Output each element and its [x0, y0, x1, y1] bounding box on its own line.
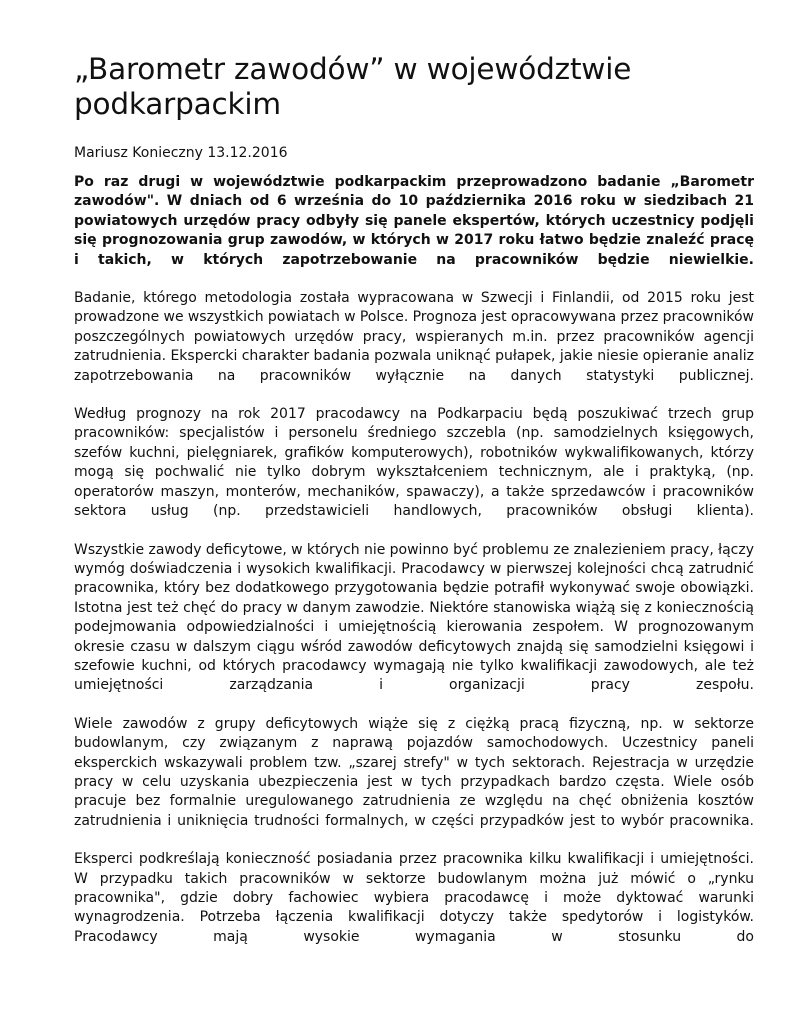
- paragraph: Wiele zawodów z grupy deficytowych wiąże się z ciężką pracą fizyczną, np. w sektorze budowlanym, czy związanym z naprawą pojazdów samochodowych. Uczestnicy paneli eksperckich wskazywali problem tzw. „szarej strefy" w tych sektorach. Rejestracja w urzędzie pracy w celu uzyskania ubezpieczenia jest w tych przypadkach bardzo częsta. Wiele osób pracuje bez formalnie uregulowanego zatrudnienia ze względu na chęć obniżenia kosztów zatrudnienia i uniknięcia trudności formalnych, w części przypadków jest to wybór pracownika.: [74, 715, 754, 829]
- paragraph: Wszystkie zawody deficytowe, w których nie powinno być problemu ze znalezieniem pracy, łączy wymóg doświadczenia i wysokich kwalifikacji. Pracodawcy w pierwszej kolejności chcą zatrudnić pracownika, który bez dodatkowego przygotowania będzie potrafił wykonywać swoje obowiązki. Istotna jest też chęć do pracy w danym zawodzie. Niektóre stanowiska wiążą się z koniecznością podejmowania odpowiedzialności i umiejętnością kierowania zespołem. W prognozowanym okresie czasu w dalszym ciągu wśród zawodów deficytowych znajdą się samodzielni księgowi i szefowie kuchni, od których pracodawcy wymagają nie tylko kwalifikacji zawodowych, ale też umiejętności zarządzania i organizacji pracy zespołu.: [74, 541, 754, 694]
- article-lead: Po raz drugi w województwie podkarpackim przeprowadzono badanie „Barometr zawodów". W dniach od 6 września do 10 października 2016 roku w siedzibach 21 powiatowych urzędów pracy odbyły się panele ekspertów, których uczestnicy podjęli się prognozowania grup zawodów, w których w 2017 roku łatwo będzie znaleźć pracę i takich, w których zapotrzebowanie na pracowników będzie niewielkie.: [74, 174, 754, 268]
- document-page: [74, 52, 754, 947]
- paragraph: Według prognozy na rok 2017 pracodawcy na Podkarpaciu będą poszukiwać trzech grup pracowników: specjalistów i personelu średniego szczebla (np. samodzielnych księgowych, szefów kuchni, pielęgniarek, grafików komputerowych), robotników wykwalifikowanych, którzy mogą się pochwalić nie tylko dobrym wykształceniem technicznym, ale i praktyką, (np. operatorów maszyn, monterów, mechaników, spawaczy), a także sprzedawców i pracowników sektora usług (np. przedstawicieli handlowych, pracowników obsługi klienta).: [74, 406, 754, 520]
- article-title: „Barometr zawodów” w województwie podkarpackim: [74, 52, 632, 121]
- article-byline: Mariusz Konieczny 13.12.2016: [74, 145, 288, 161]
- paragraph: Eksperci podkreślają konieczność posiadania przez pracownika kilku kwalifikacji i umiejętności. W przypadku takich pracowników w sektorze budowlanym można już mówić o „rynku pracownika", gdzie dobry fachowiec wybiera pracodawcę i może dyktować warunki wynagrodzenia. Potrzeba łączenia kwalifikacji dotyczy także spedytorów i logistyków. Pracodawcy mają wysokie wymagania w stosunku do: [74, 851, 754, 945]
- paragraph: Badanie, którego metodologia została wypracowana w Szwecji i Finlandii, od 2015 roku jest prowadzone we wszystkich powiatach w Polsce. Prognoza jest opracowywana przez pracowników poszczególnych powiatowych urzędów pracy, wspieranych m.in. przez pracowników agencji zatrudnienia. Ekspercki charakter badania pozwala uniknąć pułapek, jakie niesie opieranie analiz zapotrzebowania na pracowników wyłącznie na danych statystyki publicznej.: [74, 290, 754, 384]
